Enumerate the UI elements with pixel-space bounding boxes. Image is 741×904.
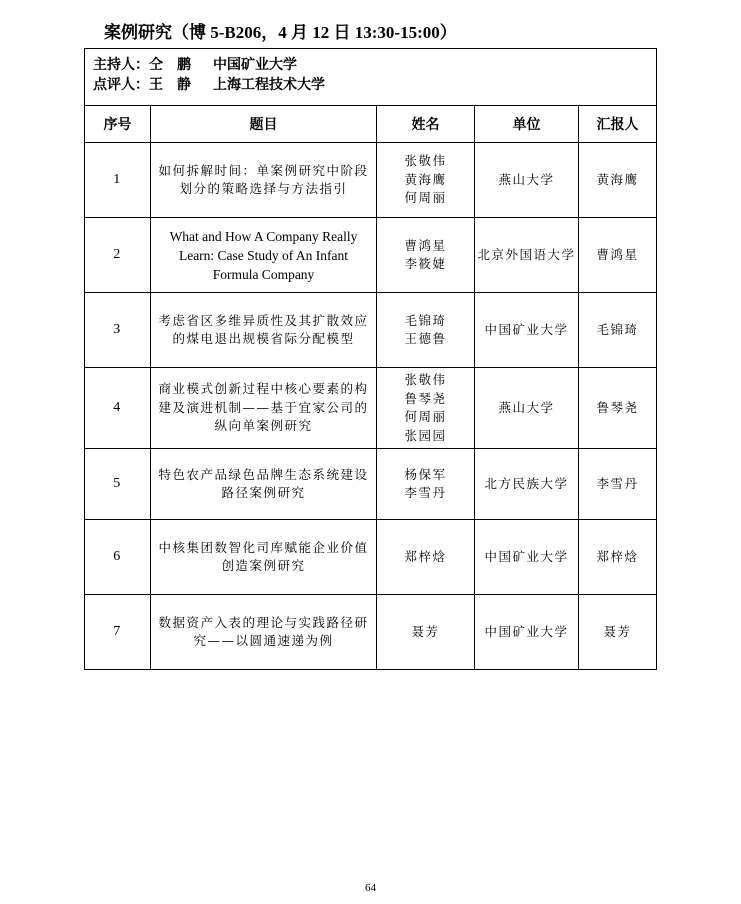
table-row (85, 520, 657, 595)
reviewer-org: 上海工程技术大学 (213, 77, 325, 93)
row-title: 中核集团数智化司库赋能企业价值创造案例研究 (151, 520, 377, 595)
row-unit: 燕山大学 (475, 368, 579, 449)
reviewer-label: 点评人： (93, 77, 149, 93)
author-name: 张敬伟 (404, 153, 447, 169)
row-unit: 北方民族大学 (475, 449, 579, 520)
row-unit: 中国矿业大学 (475, 520, 579, 595)
author-name: 鲁琴尧 (404, 390, 447, 406)
row-names (377, 143, 475, 218)
row-names (377, 520, 475, 595)
author-name: 曹鸿星 (404, 237, 447, 253)
row-names (377, 293, 475, 368)
row-reporter: 鲁琴尧 (579, 368, 657, 449)
row-names (377, 368, 475, 449)
page-number: 64 (365, 882, 376, 894)
row-unit: 燕山大学 (475, 143, 579, 218)
row-title: 商业模式创新过程中核心要素的构建及演进机制——基于宜家公司的纵向单案例研究 (151, 368, 377, 449)
author-name: 何周丽 (404, 409, 447, 424)
reviewer-line (93, 75, 656, 95)
host-name: 仝 鹏 (149, 57, 191, 73)
row-reporter: 曹鸿星 (579, 218, 657, 293)
header-unit: 单位 (475, 106, 579, 143)
row-no: 1 (85, 143, 151, 218)
row-title: 如何拆解时间：单案例研究中阶段划分的策略选择与方法指引 (151, 143, 377, 218)
author-name: 张园园 (404, 427, 447, 443)
row-reporter: 郑梓焓 (579, 520, 657, 595)
session-info (85, 49, 657, 106)
row-reporter: 黄海鹰 (579, 143, 657, 218)
header-row (85, 106, 657, 143)
table-row (85, 143, 657, 218)
host-label: 主持人： (93, 57, 149, 73)
host-org: 中国矿业大学 (213, 57, 297, 73)
author-name: 何周丽 (404, 190, 447, 206)
header-no: 序号 (85, 106, 151, 143)
row-names (377, 218, 475, 293)
author-name: 张敬伟 (404, 372, 447, 387)
row-unit: 中国矿业大学 (475, 595, 579, 670)
row-no: 5 (85, 449, 151, 520)
info-row (85, 49, 657, 106)
page-title: 案例研究（博 5-B206，4 月 12 日 13:30-15:00） (104, 23, 457, 42)
row-no: 6 (85, 520, 151, 595)
table-row (85, 449, 657, 520)
row-reporter: 毛锦琦 (579, 293, 657, 368)
host-line (93, 55, 656, 75)
row-title: 数据资产入表的理论与实践路径研究——以圆通速递为例 (151, 595, 377, 670)
header-title: 题目 (151, 106, 377, 143)
header-names: 姓名 (377, 106, 475, 143)
author-name: 李雪丹 (404, 485, 447, 500)
row-no: 7 (85, 595, 151, 670)
author-name: 黄海鹰 (404, 171, 447, 187)
author-name: 杨保军 (404, 466, 447, 482)
author-name: 毛锦琦 (404, 312, 447, 328)
table-row (85, 293, 657, 368)
row-title: 特色农产品绿色品牌生态系统建设路径案例研究 (151, 449, 377, 520)
author-name: 李筱婕 (404, 256, 447, 271)
row-unit: 北京外国语大学 (475, 218, 579, 293)
row-no: 3 (85, 293, 151, 368)
row-unit: 中国矿业大学 (475, 293, 579, 368)
row-title: 考虑省区多维异质性及其扩散效应的煤电退出规模省际分配模型 (151, 293, 377, 368)
row-names (377, 595, 475, 670)
reviewer-name: 王 静 (149, 77, 191, 93)
table-row (85, 218, 657, 293)
row-names (377, 449, 475, 520)
table-row (85, 368, 657, 449)
session-table (84, 48, 657, 670)
row-no: 4 (85, 368, 151, 449)
author-name: 郑梓焓 (404, 548, 447, 564)
header-reporter: 汇报人 (579, 106, 657, 143)
author-name: 聂芳 (411, 623, 440, 639)
author-name: 王德鲁 (404, 331, 447, 346)
row-reporter: 李雪丹 (579, 449, 657, 520)
row-reporter: 聂芳 (579, 595, 657, 670)
table-row (85, 595, 657, 670)
row-title: What and How A Company Really Learn: Case Study of An Infant Formula Company (151, 218, 377, 293)
row-no: 2 (85, 218, 151, 293)
